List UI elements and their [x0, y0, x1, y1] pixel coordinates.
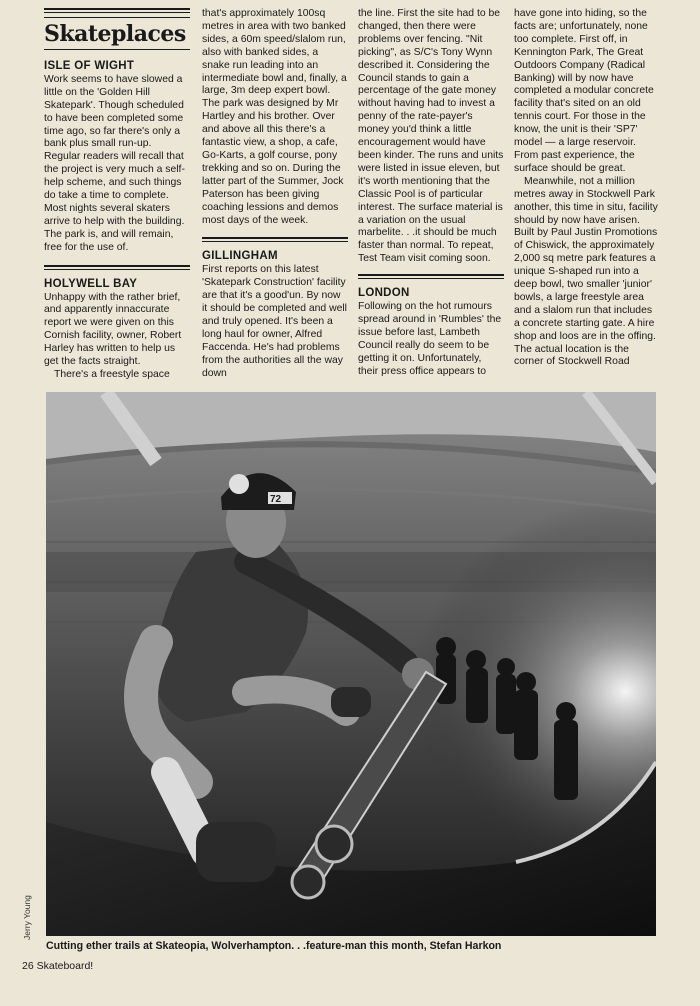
paragraph: Meanwhile, not a million metres away in Stockwell Park another, this time in situ, facility should by now have arisen. Built by Paul Justin Promotions of Chiswick, the approximately 2,000 sq metre park features a unique S-shaped run into a deep bowl, two smaller 'junior' bowls, a large freestyle area and a slalom run that includes a concrete starting gate. A hire shop and loos are in the offing. The actual location is the corner of Stockwell Road: [514, 175, 658, 368]
section-rule: [202, 237, 348, 242]
column-4: [514, 8, 660, 369]
photo-credit-text: Jerry Young: [22, 895, 32, 940]
section-title-box: [44, 17, 190, 50]
column-2: [202, 8, 348, 380]
paragraph: There's a freestyle space: [54, 368, 170, 380]
heading-holywell-bay: HOLYWELL BAY: [44, 277, 138, 290]
page-footer: 26 Skateboard!: [22, 960, 94, 972]
skater-photo-illustration: [46, 392, 656, 936]
helmet-number: 72: [270, 494, 282, 505]
paragraph: the line. First the site had to be changed, then there were problems over fencing. "Nit picking", as S/C's Tony Wynn described it. Considering the Council stands to gain a percentage of the gate money without having had to invest a penny of the rate-payer's money you'd think a little encouragement would have been kinder. The runs and units were listed in issue eleven, but it's worth mentioning that the Classic Pool is of particular interest. The surface material is a variation on the usual marbelite. . .it should be much faster than normal. To repeat, Test Team visit coming soon.: [358, 8, 504, 265]
photo-caption: Cutting ether trails at Skateopia, Wolverhampton. . .feature-man this month, Stefan Harkon: [46, 940, 502, 952]
paragraph: Following on the hot rumours spread around in 'Rumbles' the issue before last, Lambeth Council really do seem to be getting it on. Unfortunately, their press office appears to: [358, 301, 502, 377]
paragraph: First reports on this latest 'Skatepark Construction' facility are that it's a good'un. By now it should be completed and well and truly opened. It's been a long haul for owner, Alfred Faccenda. He's had problems from the authorities all the way down: [202, 264, 347, 379]
section-rule: [358, 274, 504, 279]
heading-isle-of-wight: ISLE OF WIGHT: [44, 60, 135, 72]
photo-credit: [22, 890, 42, 940]
column-1: [44, 8, 190, 382]
paragraph: have gone into hiding, so the facts are; unfortunately, none too complete. First off, in Kennington Park, The Great Outdoors Company (Radical Banking) will by now have completed a modular concrete facility that's sited on an old tennis court. For those in the know, the unit is their 'SP7' model — a large reservoir. From past experience, the surface should be great.: [514, 8, 654, 174]
column-3: [358, 8, 504, 378]
paragraph: Work seems to have slowed a little on the 'Golden Hill Skatepark'. Though scheduled to have been completed some time ago, so far there's only a bank plus small run-up. Regular readers will recall that the project is very much a self-help scheme, and such things do take a time to complete. Most nights several skaters arrive to help with the building. The park is, and will remain, free for the use of.: [44, 73, 185, 253]
top-rule: [44, 8, 190, 13]
heading-gillingham: GILLINGHAM: [202, 250, 278, 263]
paragraph: Unhappy with the rather brief, and apparently innaccurate report we were given on this Cornish facility, owner, Robert Harley has written to help us get the facts straight.: [44, 291, 182, 368]
skater-photo: [46, 392, 656, 936]
heading-london: LONDON: [358, 287, 410, 300]
paragraph: that's approximately 100sq metres in area with two banked sides, a 60m speed/slalom run, also with banked sides, a snake run leading into an intermediate bowl and, finally, a large, 3m deep expert bowl. The park was designed by Mr Hartley and his brother. Over and above all this there's a fantastic view, a shop, a cafe, Go-Karts, a golf course, pony trekking and so on. During the latter part of the Summer, Jock Paterson has been giving coaching lessions and demos most days of the week.: [202, 8, 347, 226]
section-title: Skateplaces: [44, 21, 186, 47]
section-rule: [44, 265, 190, 270]
